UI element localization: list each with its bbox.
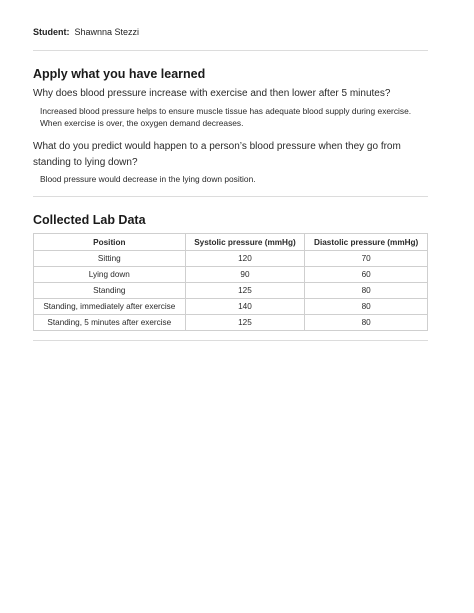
table-row xyxy=(34,299,428,315)
lab-section-title: Collected Lab Data xyxy=(33,213,146,227)
answer-1: Increased blood pressure helps to ensure muscle tissue has adequate blood supply during exercise. When exercise is over, the oxygen demand decreases. xyxy=(40,106,412,128)
student-name: Shawnna Stezzi xyxy=(74,27,140,37)
systolic-cell: 120 xyxy=(185,251,305,267)
systolic-cell: 140 xyxy=(185,299,305,315)
apply-section-title: Apply what you have learned xyxy=(33,67,206,81)
table-header-row xyxy=(34,234,428,251)
question-1: Why does blood pressure increase with exercise and then lower after 5 minutes? xyxy=(33,88,391,99)
column-header-diastolic: Diastolic pressure (mmHg) xyxy=(305,234,428,251)
position-cell: Sitting xyxy=(34,251,186,267)
diastolic-cell: 80 xyxy=(305,299,428,315)
position-cell: Lying down xyxy=(34,267,186,283)
table-row xyxy=(34,267,428,283)
column-header-systolic: Systolic pressure (mmHg) xyxy=(185,234,305,251)
position-cell: Standing, 5 minutes after exercise xyxy=(34,315,186,331)
position-cell: Standing xyxy=(34,283,186,299)
answer-2: Blood pressure would decrease in the lying down position. xyxy=(40,174,256,184)
divider xyxy=(33,196,428,197)
table-row xyxy=(34,315,428,331)
column-header-position: Position xyxy=(34,234,186,251)
student-line xyxy=(33,27,139,37)
diastolic-cell: 60 xyxy=(305,267,428,283)
systolic-cell: 90 xyxy=(185,267,305,283)
diastolic-cell: 80 xyxy=(305,283,428,299)
position-cell: Standing, immediately after exercise xyxy=(34,299,186,315)
systolic-cell: 125 xyxy=(185,315,305,331)
divider xyxy=(33,340,428,341)
lab-data-table xyxy=(33,233,428,331)
question-2: What do you predict would happen to a person’s blood pressure when they go from standing to lying down? xyxy=(33,141,401,168)
table-row xyxy=(34,251,428,267)
diastolic-cell: 70 xyxy=(305,251,428,267)
table-row xyxy=(34,283,428,299)
divider xyxy=(33,50,428,51)
systolic-cell: 125 xyxy=(185,283,305,299)
student-label: Student: xyxy=(33,27,70,37)
diastolic-cell: 80 xyxy=(305,315,428,331)
